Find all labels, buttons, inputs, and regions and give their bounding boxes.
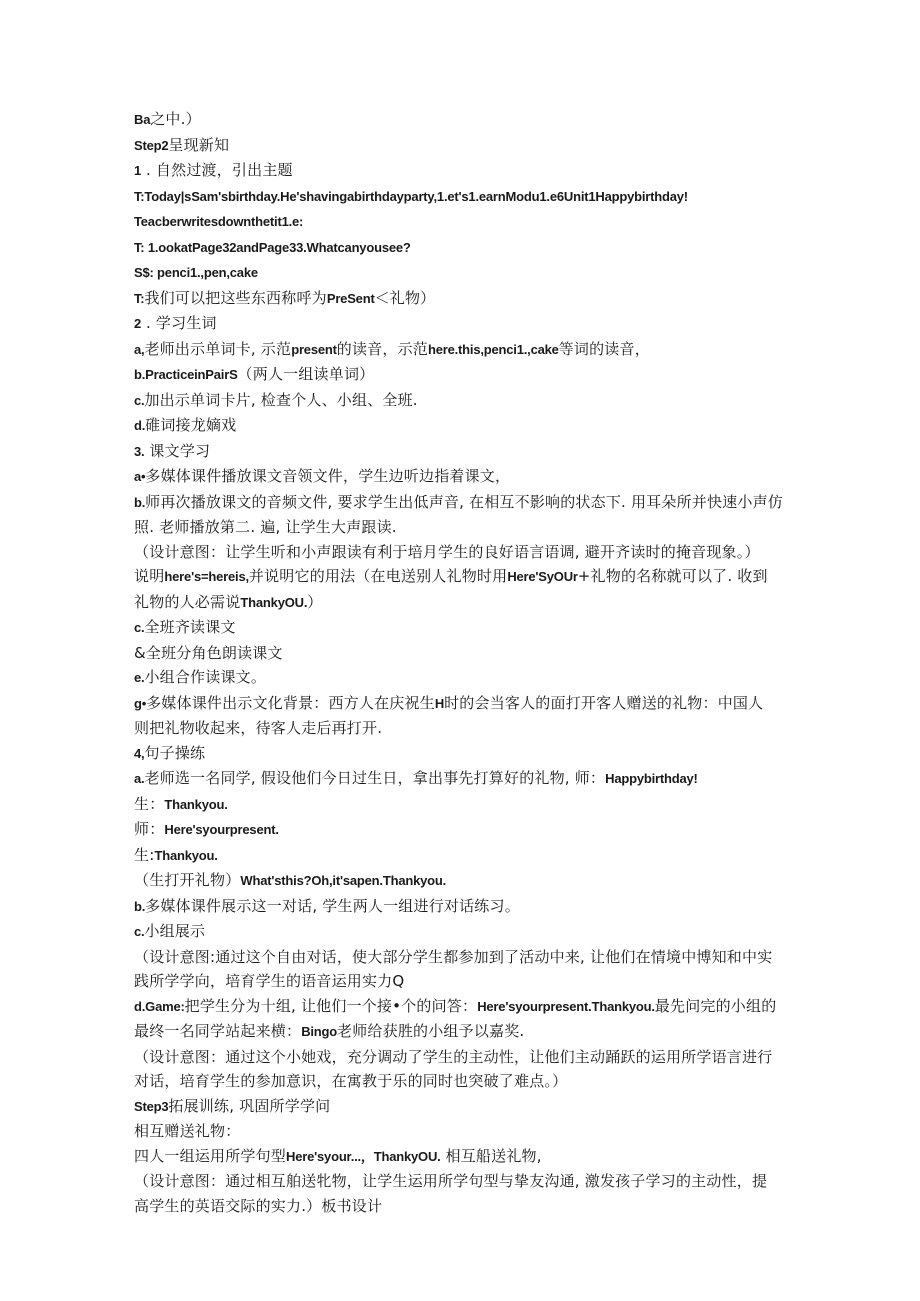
- text-segment: 践所学学向，培育学生的语音运用实力Q: [134, 972, 405, 990]
- text-line: [134, 311, 794, 337]
- text-line: [134, 894, 794, 920]
- bold-segment: Ba: [134, 112, 151, 127]
- bold-segment: Thankyou.: [154, 847, 218, 863]
- text-line: [134, 792, 794, 818]
- text-segment: 加出示单词卡片, 检查个人、小组、全班.: [144, 390, 418, 409]
- text-line: [134, 1094, 794, 1120]
- text-line: [134, 209, 794, 235]
- text-segment: 相互赠送礼物：: [134, 1122, 241, 1140]
- text-line: [134, 1169, 794, 1194]
- bold-segment: c.: [134, 924, 145, 939]
- text-line: [134, 413, 794, 439]
- bold-segment: a,: [134, 341, 145, 357]
- bold-segment: 4,: [134, 745, 145, 761]
- text-segment: （设计意图：让学生听和小声跟读有利于培月学生的良好语言语调, 避开齐读时的掩音现象。）: [134, 542, 760, 561]
- text-segment: +礼物的名称就可以了. 收到: [577, 567, 768, 585]
- bold-segment: ThankyOU.: [240, 594, 308, 610]
- text-line: [134, 691, 794, 717]
- text-line: [134, 158, 794, 184]
- bold-segment: Here'SyOUr: [507, 569, 578, 584]
- bold-segment: Teacberwritesdownthetit1.e:: [134, 214, 304, 229]
- bold-segment: 3.: [134, 443, 145, 459]
- text-line: [134, 741, 794, 767]
- text-segment: 碓词接龙嫡戏: [145, 416, 237, 434]
- text-segment: 老师出示单词卡, 示范: [144, 339, 292, 358]
- text-segment: 最先问完的小组的: [654, 996, 777, 1015]
- text-line: [134, 337, 794, 363]
- text-line: [134, 490, 794, 516]
- bold-segment: Step3: [134, 1098, 169, 1114]
- bold-segment: c.: [134, 392, 145, 408]
- text-line: [134, 1019, 794, 1045]
- text-line: [134, 184, 794, 210]
- text-segment: 生:: [134, 845, 155, 864]
- text-line: [134, 1119, 794, 1144]
- bold-segment: a•: [134, 469, 146, 484]
- bold-segment: Happybirthday!: [605, 771, 698, 786]
- text-line: [134, 362, 794, 388]
- text-segment: 则把礼物收起来，待客人走后再打开.: [134, 719, 383, 737]
- bold-segment: d.: [134, 418, 146, 433]
- bold-segment: a.: [134, 771, 145, 786]
- bold-segment: d.Game:: [134, 998, 185, 1014]
- bold-segment: e.: [134, 670, 145, 685]
- text-line: [134, 994, 794, 1020]
- text-segment: 四人一组运用所学句型: [134, 1146, 287, 1165]
- document-page: [134, 107, 794, 1218]
- text-segment: （两人一组读单词）: [237, 365, 375, 383]
- bold-segment: present: [291, 341, 337, 357]
- bold-segment: T:Today|sSam'sbirthday.He'shavingabirthdayparty,1.et's1.earnModu1.e6Unit1Happybirthday!: [134, 188, 688, 204]
- text-line: [134, 286, 794, 312]
- bold-segment: g•: [134, 695, 147, 711]
- text-segment: 拓展训练, 巩固所学学问: [168, 1096, 331, 1115]
- text-line: [134, 716, 794, 741]
- bold-segment: 2: [134, 316, 142, 331]
- bold-segment: H: [434, 695, 445, 711]
- text-segment: 之中.）: [150, 110, 201, 128]
- bold-segment: What'sthis?Oh,it'sapen.Thankyou.: [240, 873, 447, 888]
- text-line: [134, 133, 794, 159]
- text-segment: 多媒体课件展示这一对话, 学生两人一组进行对话练习。: [145, 896, 520, 915]
- bold-segment: b.: [134, 494, 146, 510]
- text-segment: ＜礼物）: [374, 288, 436, 307]
- text-segment: 照. 老师播放第二. 遍, 让学生大声跟读.: [134, 518, 397, 536]
- text-segment: . 学习生词: [141, 314, 217, 332]
- text-segment: 礼物的人必需说: [134, 592, 241, 611]
- text-line: [134, 1069, 794, 1094]
- bold-segment: T: 1.ookatPage32andPage33.Whatcanyousee?: [134, 239, 411, 255]
- text-segment: 全班齐读课文: [144, 618, 236, 636]
- text-segment: 生：: [134, 794, 165, 813]
- text-line: [134, 817, 794, 843]
- text-line: [134, 843, 794, 869]
- text-segment: 小组展示: [144, 922, 206, 940]
- text-segment: （设计意图：通过相互舶送牝物，让学生运用所学句型与挚友沟通, 激发孩子学习的主动性，提: [134, 1172, 768, 1190]
- text-line: [134, 515, 794, 540]
- text-line: [134, 590, 794, 616]
- text-segment: &全班分角色朗读课文: [134, 643, 283, 662]
- text-line: [134, 641, 794, 666]
- text-segment: 师：: [134, 820, 165, 838]
- bold-segment: Bingo: [301, 1024, 338, 1039]
- text-segment: 小组合作读课文。: [144, 668, 267, 686]
- text-segment: . 自然过渡，引出主题: [141, 161, 293, 179]
- bold-segment: Step2: [134, 137, 169, 153]
- text-line: [134, 464, 794, 490]
- text-segment: 并说明它的用法（在电送别人礼物时用: [248, 567, 508, 585]
- text-segment: 高学生的英语交际的实力.）板书设计: [134, 1196, 383, 1215]
- text-line: [134, 107, 794, 133]
- text-line: [134, 235, 794, 261]
- text-line: [134, 945, 794, 970]
- bold-segment: Here'syourpresent.Thankyou.: [477, 998, 655, 1014]
- text-segment: （生打开礼物）: [134, 871, 241, 889]
- text-segment: （设计意图:通过这个自由对话，使大部分学生都参加到了活动中来, 让他们在情境中博知和中实: [134, 947, 773, 966]
- text-line: [134, 919, 794, 945]
- text-segment: 师再次播放课文的音频文件, 要求学生出低声音, 在相互不影响的状态下. 用耳朵所并快速小声仿: [145, 492, 783, 511]
- text-line: [134, 615, 794, 641]
- bold-segment: b.PracticeinPairS: [134, 367, 238, 382]
- text-segment: 最终一名同学站起来横：: [134, 1022, 302, 1040]
- bold-segment: Thankyou.: [164, 796, 228, 812]
- text-segment: 我们可以把这些东西称呼为: [144, 288, 327, 307]
- text-segment: 等词的读音，: [558, 339, 650, 358]
- bold-segment: here.this,penci1.,cake: [427, 341, 559, 357]
- text-line: [134, 1045, 794, 1070]
- text-segment: 老师给获胜的小组予以嘉奖.: [337, 1022, 525, 1040]
- text-line: [134, 1194, 794, 1219]
- text-segment: 相互船送礼物,: [440, 1146, 542, 1165]
- bold-segment: b.: [134, 898, 146, 914]
- text-segment: 说明: [134, 567, 165, 585]
- text-segment: （设计意图：通过这个小她戏，充分调动了学生的主动性，让他们主动踊跃的运用所学语言进行: [134, 1047, 773, 1066]
- text-line: [134, 1144, 794, 1170]
- text-line: [134, 766, 794, 792]
- text-line: [134, 868, 794, 894]
- text-line: [134, 260, 794, 286]
- text-segment: 的读音，示范: [336, 339, 428, 358]
- text-segment: ）: [307, 592, 323, 611]
- text-segment: 句子操练: [144, 743, 206, 762]
- text-line: [134, 564, 794, 590]
- text-line: [134, 540, 794, 565]
- bold-segment: c.: [134, 620, 145, 635]
- text-segment: 呈现新知: [168, 135, 230, 154]
- text-segment: 课文学习: [144, 441, 211, 460]
- bold-segment: T:: [134, 290, 145, 306]
- bold-segment: here's=hereis,: [164, 569, 249, 584]
- text-segment: 老师选一名同学, 假设他们今日过生日，拿出事先打算好的礼物, 师：: [144, 769, 606, 787]
- text-line: [134, 439, 794, 465]
- text-segment: 把学生分为十组, 让他们一个接•个的问答：: [184, 996, 478, 1015]
- bold-segment: 1: [134, 163, 142, 178]
- bold-segment: PreSent: [326, 290, 375, 306]
- text-segment: 多媒体课件播放课文音领文件，学生边听边指着课文，: [145, 467, 511, 485]
- text-line: [134, 665, 794, 691]
- text-segment: 对话，培育学生的参加意识，在寓教于乐的同时也突破了难点。）: [134, 1072, 568, 1090]
- text-line: [134, 969, 794, 994]
- text-segment: 时的会当客人的面打开客人赠送的礼物：中国人: [444, 693, 764, 712]
- text-segment: 多媒体课件出示文化背景：西方人在庆祝生: [146, 693, 435, 712]
- text-line: [134, 388, 794, 414]
- bold-segment: Here'syourpresent.: [164, 822, 279, 837]
- bold-segment: Here'syour...，ThankyOU.: [286, 1148, 441, 1164]
- bold-segment: S$: penci1.,pen,cake: [134, 265, 258, 280]
